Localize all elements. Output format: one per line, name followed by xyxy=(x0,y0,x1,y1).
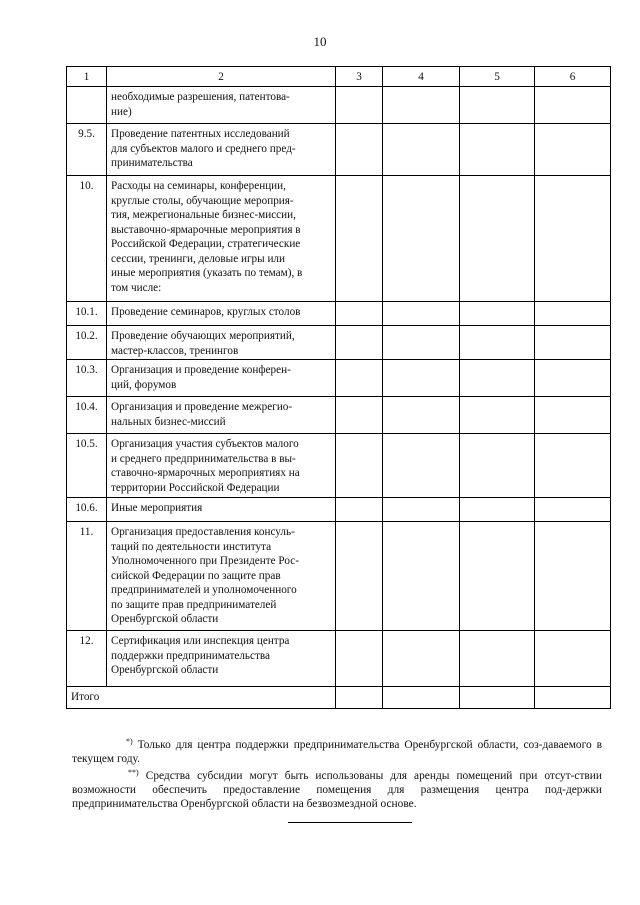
table-row xyxy=(67,498,611,522)
row-description: Сертификация или инспекция центра поддержки предпринимательства Оренбургской области xyxy=(107,631,336,687)
row-number: 10.4. xyxy=(67,397,107,434)
empty-cell xyxy=(336,397,383,434)
empty-cell xyxy=(383,87,460,124)
table-body xyxy=(67,67,611,709)
empty-cell xyxy=(535,124,611,176)
row-number: 10.2. xyxy=(67,326,107,360)
table-row xyxy=(67,631,611,687)
empty-cell xyxy=(460,87,535,124)
column-header: 1 xyxy=(67,67,107,87)
empty-cell xyxy=(336,687,383,709)
footnote-1 xyxy=(72,735,602,766)
row-description: Организация и проведение конферен- ций, форумов xyxy=(107,360,336,397)
empty-cell xyxy=(336,631,383,687)
empty-cell xyxy=(383,631,460,687)
empty-cell xyxy=(460,302,535,326)
table-row xyxy=(67,302,611,326)
empty-cell xyxy=(336,522,383,631)
table-row xyxy=(67,434,611,498)
column-header: 5 xyxy=(460,67,535,87)
empty-cell xyxy=(535,687,611,709)
empty-cell xyxy=(460,498,535,522)
row-number: 10.6. xyxy=(67,498,107,522)
column-header: 3 xyxy=(336,67,383,87)
end-rule xyxy=(288,822,412,823)
empty-cell xyxy=(460,360,535,397)
empty-cell xyxy=(535,302,611,326)
footnote-2 xyxy=(72,766,602,811)
column-header: 6 xyxy=(535,67,611,87)
empty-cell xyxy=(460,522,535,631)
empty-cell xyxy=(336,176,383,302)
empty-cell xyxy=(336,434,383,498)
empty-cell xyxy=(336,302,383,326)
table-row xyxy=(67,397,611,434)
page-number: 10 xyxy=(313,34,327,49)
empty-cell xyxy=(535,522,611,631)
empty-cell xyxy=(460,434,535,498)
plan-table xyxy=(66,66,611,709)
empty-cell xyxy=(535,360,611,397)
empty-cell xyxy=(460,631,535,687)
table-row xyxy=(67,176,611,302)
empty-cell xyxy=(336,87,383,124)
empty-cell xyxy=(535,87,611,124)
row-description: Организация и проведение межрегио- нальных бизнес-миссий xyxy=(107,397,336,434)
footnote-mark: *) xyxy=(126,737,133,746)
empty-cell xyxy=(383,360,460,397)
column-header: 4 xyxy=(383,67,460,87)
empty-cell xyxy=(383,176,460,302)
row-description: Организация предоставления консуль- таций по деятельности института Уполномоченного при Президенте Рос- сийской Федерации по защите прав предпринимателей и уполномоченного по защите прав предпринимателей Оренбургской области xyxy=(107,522,336,631)
table-row xyxy=(67,360,611,397)
footnote-mark: **) xyxy=(128,768,139,777)
empty-cell xyxy=(535,176,611,302)
table-header-row xyxy=(67,67,611,87)
row-description: Иные мероприятия xyxy=(107,498,336,522)
total-label: Итого xyxy=(67,687,336,709)
row-description: Проведение патентных исследований для субъектов малого и среднего пред- принимательства xyxy=(107,124,336,176)
empty-cell xyxy=(460,124,535,176)
empty-cell xyxy=(383,302,460,326)
row-number: 9.5. xyxy=(67,124,107,176)
empty-cell xyxy=(460,397,535,434)
row-description: необходимые разрешения, патентова- ние) xyxy=(107,87,336,124)
row-number xyxy=(67,87,107,124)
table-row xyxy=(67,326,611,360)
table-row xyxy=(67,87,611,124)
row-description: Организация участия субъектов малого и среднего предпринимательства в вы- ставочно-ярмарочных мероприятиях на территории Российской Федерации xyxy=(107,434,336,498)
empty-cell xyxy=(535,498,611,522)
empty-cell xyxy=(460,176,535,302)
row-number: 10.5. xyxy=(67,434,107,498)
empty-cell xyxy=(383,397,460,434)
empty-cell xyxy=(336,124,383,176)
empty-cell xyxy=(535,326,611,360)
row-number: 10. xyxy=(67,176,107,302)
empty-cell xyxy=(460,687,535,709)
empty-cell xyxy=(460,326,535,360)
column-header: 2 xyxy=(107,67,336,87)
row-number: 12. xyxy=(67,631,107,687)
empty-cell xyxy=(535,397,611,434)
footnote-text: Только для центра поддержки предпринимательства Оренбургской области, соз-даваемого в текущем году. xyxy=(72,739,602,765)
empty-cell xyxy=(383,124,460,176)
row-number: 11. xyxy=(67,522,107,631)
empty-cell xyxy=(336,326,383,360)
empty-cell xyxy=(383,522,460,631)
table-row xyxy=(67,124,611,176)
row-number: 10.3. xyxy=(67,360,107,397)
footnote-text: Средства субсидии могут быть использованы для аренды помещений при отсут-ствии возможности обеспечить предоставление помещения для размещения центра под-держки предпринимательства Оренбургской области на безвозмездной основе. xyxy=(72,770,602,810)
empty-cell xyxy=(383,498,460,522)
row-number: 10.1. xyxy=(67,302,107,326)
empty-cell xyxy=(336,360,383,397)
empty-cell xyxy=(535,631,611,687)
empty-cell xyxy=(383,687,460,709)
empty-cell xyxy=(383,434,460,498)
row-description: Проведение семинаров, круглых столов xyxy=(107,302,336,326)
row-description: Проведение обучающих мероприятий, мастер-классов, тренингов xyxy=(107,326,336,360)
empty-cell xyxy=(383,326,460,360)
footnotes xyxy=(72,735,602,811)
row-description: Расходы на семинары, конференции, круглые столы, обучающие мероприя- тия, межрегиональные бизнес-миссии, выставочно-ярмарочные мероприятия в Российской Федерации, стратегические сессии, тренинги, деловые игры или иные мероприятия (указать по темам), в том числе: xyxy=(107,176,336,302)
empty-cell xyxy=(535,434,611,498)
empty-cell xyxy=(336,498,383,522)
total-row xyxy=(67,687,611,709)
table-row xyxy=(67,522,611,631)
